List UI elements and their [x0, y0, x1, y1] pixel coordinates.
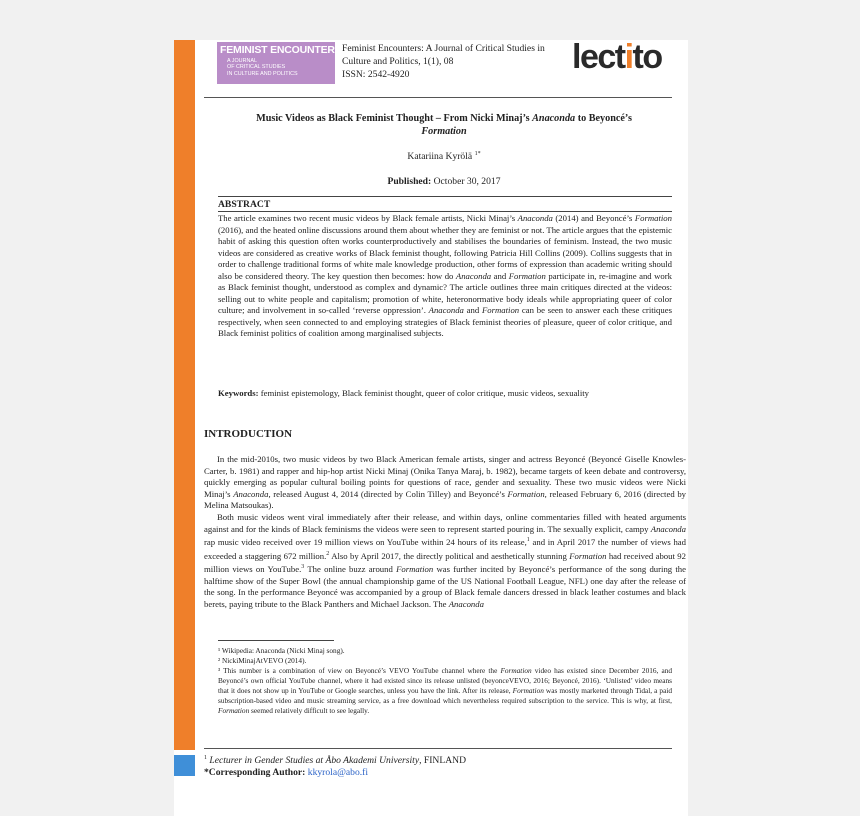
abs-text: can be seen to answer each these critiques respectively, when seen connected to and employing strategies of Black feminist theories of pleasure, queer of color critique, and Black feminist politics of coalition among marginalised subjects.: [218, 305, 672, 338]
para-text: was further incited by Beyoncé’s performance of the song during the halftime show of the Super Bowl (the annual championship game of the US National Football League, NFL) one day after the release of the song. In the performance Beyoncé was accompanied by a group of Black female dancers dressed in black leather costumes and black berets, paying tribute to the Black Panthers and Michael Jackson. The: [204, 564, 686, 609]
footnote-ref[interactable]: 1: [526, 537, 530, 544]
author-affiliation: [204, 752, 466, 779]
para-text: , released February 6, 2016 (directed by Melina Matsoukas).: [204, 488, 687, 511]
abstract-heading: ABSTRACT: [218, 199, 271, 210]
abs-italic: Anaconda: [517, 213, 553, 223]
para-italic: Formation: [396, 564, 434, 575]
para-text: , released August 4, 2014 (directed by Colin Tilley) and Beyoncé’s: [268, 488, 508, 499]
accent-square: [174, 755, 195, 776]
fn-text: ³ This number is a combination of view on Beyoncé’s VEVO YouTube channel where the: [218, 666, 501, 675]
footnote-2: ² NickiMinajAtVEVO (2014).: [218, 656, 307, 665]
fn-text: was mostly marketed through Tidal, a paid subscription-based video and music streaming service, as a free download which nevertheless required subscription to the service. This is why, at first,: [218, 686, 672, 705]
corresponding-line: [204, 767, 466, 779]
journal-logo-subtitle: A JOURNAL OF CRITICAL STUDIES IN CULTURE AND POLITICS: [227, 58, 298, 77]
published-value: October 30, 2017: [431, 176, 501, 187]
publisher-logo-part: lect: [572, 38, 625, 76]
publisher-logo: [572, 38, 662, 77]
fn-italic: Formation: [512, 686, 544, 695]
paragraph: [204, 512, 686, 610]
abs-italic: Formation: [508, 270, 546, 281]
abs-italic: Anaconda: [455, 270, 492, 281]
para-text: The online buzz around: [304, 564, 397, 575]
fn-text: video has existed since December 2016, and Beyoncé’s own official YouTube channel, where it had existed since its release unlisted (beyonceVEVO, 2016; Beyoncé, 2016). ‘Unlisted’ video means that it does not show up in YouTube or Google searches, unless you have the link. After its release,: [218, 666, 672, 695]
abs-italic: Anaconda: [428, 305, 464, 315]
published-date: [214, 176, 674, 187]
abs-text: (2014) and Beyoncé’s: [552, 213, 635, 223]
paragraph: [204, 454, 686, 512]
abstract-text: [218, 213, 672, 340]
para-text: had received about 92 million views on YouTube.: [204, 550, 686, 575]
author-sup: 1*: [474, 151, 481, 157]
abs-text: (2016), and the heated online discussions around them about whether they are feminist or not. The article argues that the epistemic habit of asking this question often works counterproductively and stabilises the boundaries of feminism. Instead, the two music videos are considered as creative works of Black feminist thought, following Patricia Hill Collins (2009). Collins suggests that in order to challenge traditional forms of white male knowledge production, other forms of expression than academic writing should also be considered theory. The key question then becomes: how do: [218, 224, 672, 281]
keywords-text: feminist epistemology, Black feminist thought, queer of color critique, music videos, sexuality: [258, 388, 590, 398]
affiliation-sup: 1: [204, 755, 207, 761]
journal-line-2: Culture and Politics, 1(1), 08: [342, 56, 454, 67]
title-text: Music Videos as Black Feminist Thought – From Nicki Minaj’s: [256, 113, 533, 124]
footnote-ref[interactable]: 3: [301, 564, 305, 571]
abs-text: and: [491, 270, 509, 281]
para-italic: Formation: [569, 550, 607, 561]
abs-italic: Formation: [481, 305, 520, 315]
para-italic: Formation: [507, 488, 545, 499]
abs-text: participate in, re-imagine and work as Black feminist thought, understood as complex and dynamic? The article outlines three main critiques directed at the videos: selling out to white people and capitalism; promotion of white, heteronormative body ideals while appropriating queer of color culture; and involvement in so-called ‘reverse oppression’.: [218, 270, 673, 315]
para-italic: Anaconda: [448, 598, 484, 609]
introduction-body: [204, 454, 686, 610]
affiliation-italic: Lecturer in Gender Studies at Åbo Akademi University: [207, 755, 420, 767]
para-italic: Anaconda: [650, 523, 686, 534]
header-divider: [204, 97, 672, 98]
abs-italic: Formation: [634, 213, 672, 223]
title-italic: Formation: [421, 126, 467, 137]
journal-line-1: Feminist Encounters: A Journal of Critical Studies in: [342, 43, 545, 54]
abs-text: and: [463, 305, 482, 315]
email-link[interactable]: kkyrola@abo.fi: [307, 767, 369, 779]
title-italic: Anaconda: [532, 113, 576, 124]
footer-divider: [204, 748, 672, 749]
title-text: to Beyoncé’s: [575, 113, 632, 124]
journal-citation: [342, 42, 567, 81]
fn-text: seemed relatively difficult to see legally.: [249, 706, 370, 715]
fn-italic: Formation: [500, 666, 532, 675]
corresponding-label: *Corresponding Author:: [204, 767, 306, 779]
footnote-divider: [218, 640, 334, 641]
footnote-ref[interactable]: 2: [326, 550, 330, 557]
abs-text: The article examines two recent music videos by Black female artists, Nicki Minaj’s: [218, 213, 518, 223]
abstract-divider: [218, 196, 672, 197]
section-heading: INTRODUCTION: [204, 428, 293, 440]
para-text: In the mid-2010s, two music videos by two Black American female artists, singer and actress Beyoncé (Beyoncé Giselle Knowles-Carter, b. 1981) and rapper and hip-hop artist Nicki Minaj (Onika Tanya Maraj, b. 1982), became targets of keen debate and controversy, quickly emerging as popular cultural boiling points for questions of race, gender and sexuality. These two music videos were Nicki Minaj’s: [204, 454, 686, 499]
footnote-3: [218, 666, 672, 716]
para-italic: Anaconda: [233, 488, 269, 499]
para-text: Both music videos went viral immediately after their release, and within days, online commentaries filled with heated arguments against and for the kinds of Black feminisms the videos were seen to represent started pouring in. The sexually explicit, campy: [204, 511, 686, 534]
publisher-logo-accent: i: [624, 38, 633, 76]
published-label: Published:: [387, 176, 432, 187]
footnotes: [218, 646, 672, 716]
keywords-label: Keywords:: [218, 388, 259, 398]
abstract-divider: [218, 211, 672, 212]
para-text: Also by April 2017, the directly political and aesthetically stunning: [329, 550, 570, 561]
journal-issn: ISSN: 2542-4920: [342, 69, 410, 80]
affiliation-line: [204, 752, 466, 767]
para-text: and in April 2017 the number of views had exceeded a staggering 672 million.: [204, 537, 686, 561]
keywords: [218, 388, 672, 400]
affiliation-text: , FINLAND: [419, 755, 466, 767]
fn-italic: Formation: [218, 706, 250, 715]
accent-bar: [174, 40, 195, 750]
footnote-1: ¹ Wikipedia: Anaconda (Nicki Minaj song).: [218, 646, 345, 655]
journal-logo: [217, 42, 342, 84]
journal-logo-title: FEMINIST ENCOUNTERS: [220, 44, 342, 56]
article-title: [214, 112, 674, 138]
author-name: Katariina Kyrölä: [407, 151, 475, 163]
para-text: rap music video received over 19 million views on YouTube within 24 hours of its release,: [204, 537, 527, 548]
article-author: [214, 151, 674, 162]
publisher-logo-part: to: [632, 38, 662, 76]
